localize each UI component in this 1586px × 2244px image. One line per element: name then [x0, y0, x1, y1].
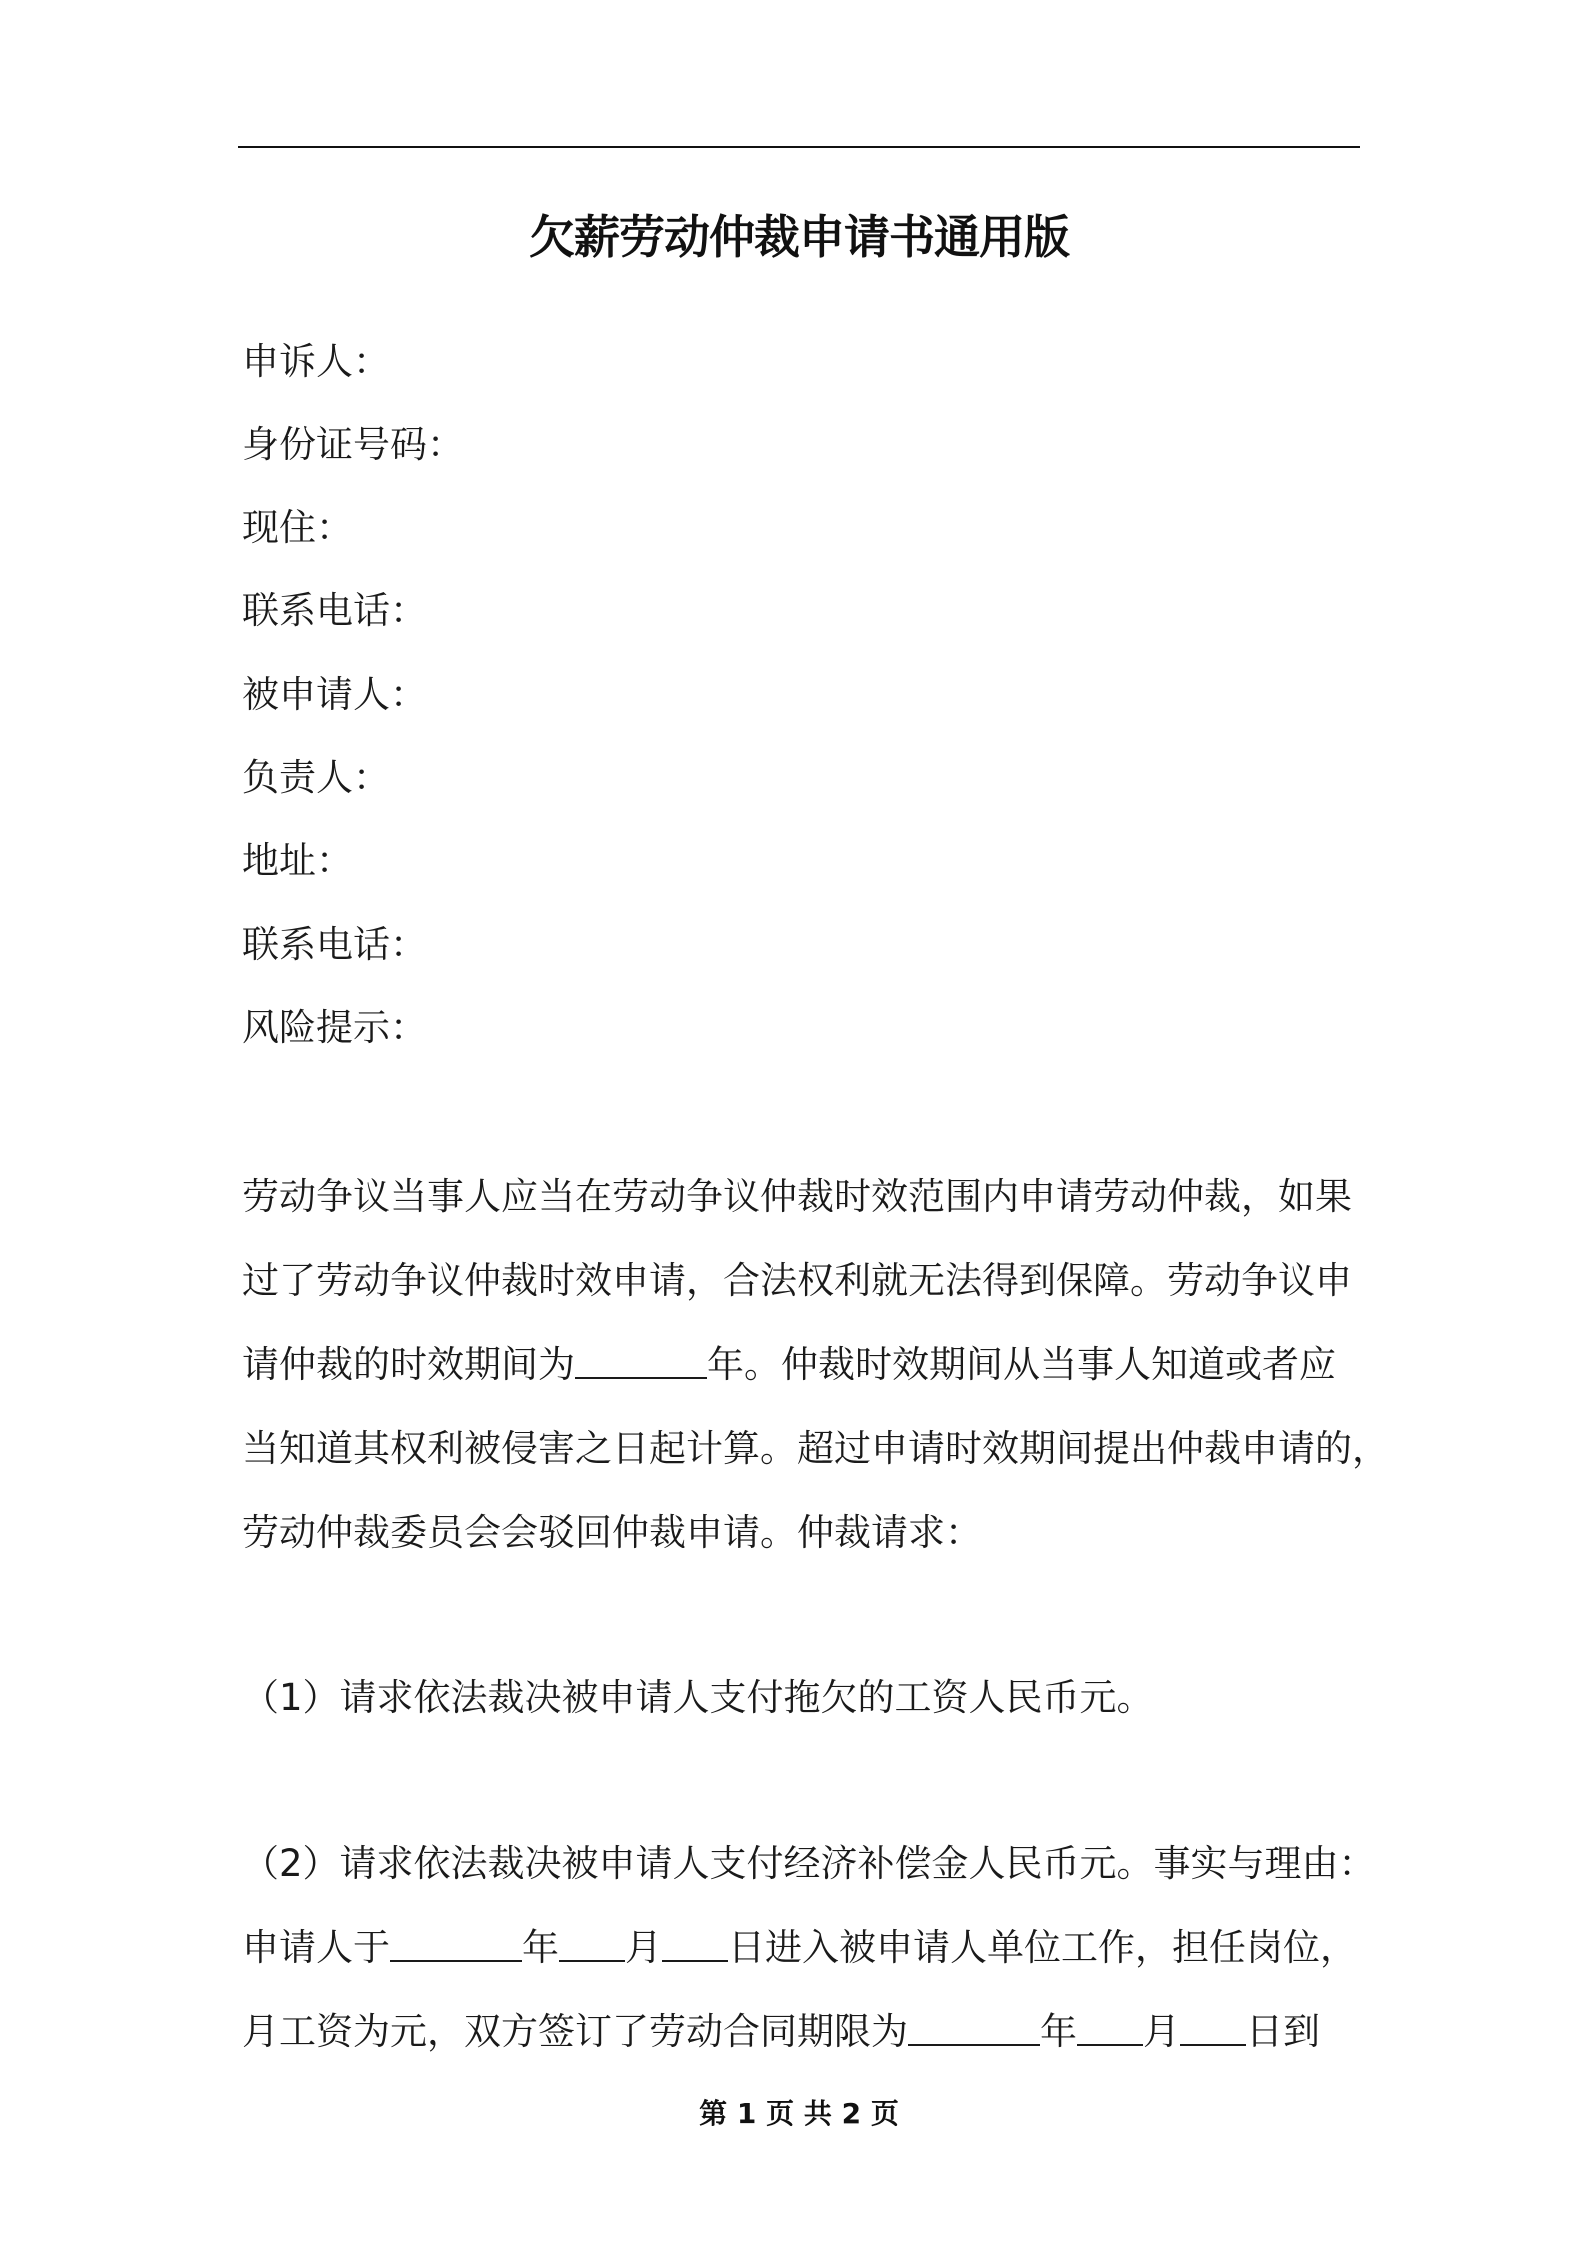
field-address: 地址： [242, 839, 353, 882]
paragraph-text: 申请人于 [242, 1926, 390, 1969]
fill-in-blank-day [1180, 2014, 1246, 2046]
fill-in-blank-year [390, 1930, 522, 1962]
paragraph-line: 过了劳动争议仲裁时效申请，合法权利就无法得到保障。劳动争议申 [242, 1259, 1352, 1302]
header-rule [238, 146, 1360, 148]
risk-paragraph [242, 1155, 1402, 1575]
field-complainant: 申诉人： [242, 340, 390, 383]
claim-line: （2）请求依法裁决被申请人支付经济补偿金人民币元。事实与理由： [242, 1842, 1376, 1885]
paragraph-text: 月 [1143, 2010, 1180, 2053]
fill-in-blank-year [908, 2014, 1040, 2046]
field-risk-notice: 风险提示： [242, 1006, 427, 1049]
paragraph-text: 年 [1040, 2010, 1077, 2053]
claim-1 [242, 1656, 1402, 1740]
page-footer: 第 1 页 共 2 页 [699, 2097, 899, 2130]
field-person-in-charge: 负责人： [242, 756, 390, 799]
paragraph-text: 请仲裁的时效期间为 [242, 1343, 575, 1386]
fill-in-blank-years [575, 1347, 707, 1379]
claim-line [242, 1990, 1402, 2074]
claim-2-paragraph [242, 1822, 1402, 2074]
paragraph-line: 劳动仲裁委员会会驳回仲裁申请。仲裁请求： [242, 1511, 982, 1554]
field-respondent-phone: 联系电话： [242, 923, 427, 966]
fill-in-blank-month [559, 1930, 625, 1962]
field-id-number: 身份证号码： [242, 423, 464, 466]
paragraph-text: 日到 [1246, 2010, 1320, 2053]
paragraph-text: 年 [522, 1926, 559, 1969]
field-respondent: 被申请人： [242, 673, 427, 716]
field-current-address: 现住： [242, 506, 353, 549]
fill-in-blank-month [1077, 2014, 1143, 2046]
paragraph-line: 劳动争议当事人应当在劳动争议仲裁时效范围内申请劳动仲裁，如果 [242, 1175, 1352, 1218]
paragraph-text: 日进入被申请人单位工作，担任岗位， [728, 1926, 1357, 1969]
document-title: 欠薪劳动仲裁申请书通用版 [529, 210, 1069, 264]
paragraph-line [242, 1323, 1402, 1407]
paragraph-text: 年。仲裁时效期间从当事人知道或者应 [707, 1343, 1336, 1386]
field-phone: 联系电话： [242, 589, 427, 632]
paragraph-text: 月 [625, 1926, 662, 1969]
paragraph-text: 月工资为元，双方签订了劳动合同期限为 [242, 2010, 908, 2053]
fill-in-blank-day [662, 1930, 728, 1962]
claim-line: （1）请求依法裁决被申请人支付拖欠的工资人民币元。 [242, 1676, 1154, 1719]
paragraph-line: 当知道其权利被侵害之日起计算。超过申请时效期间提出仲裁申请的， [242, 1427, 1389, 1470]
claim-line [242, 1906, 1402, 1990]
